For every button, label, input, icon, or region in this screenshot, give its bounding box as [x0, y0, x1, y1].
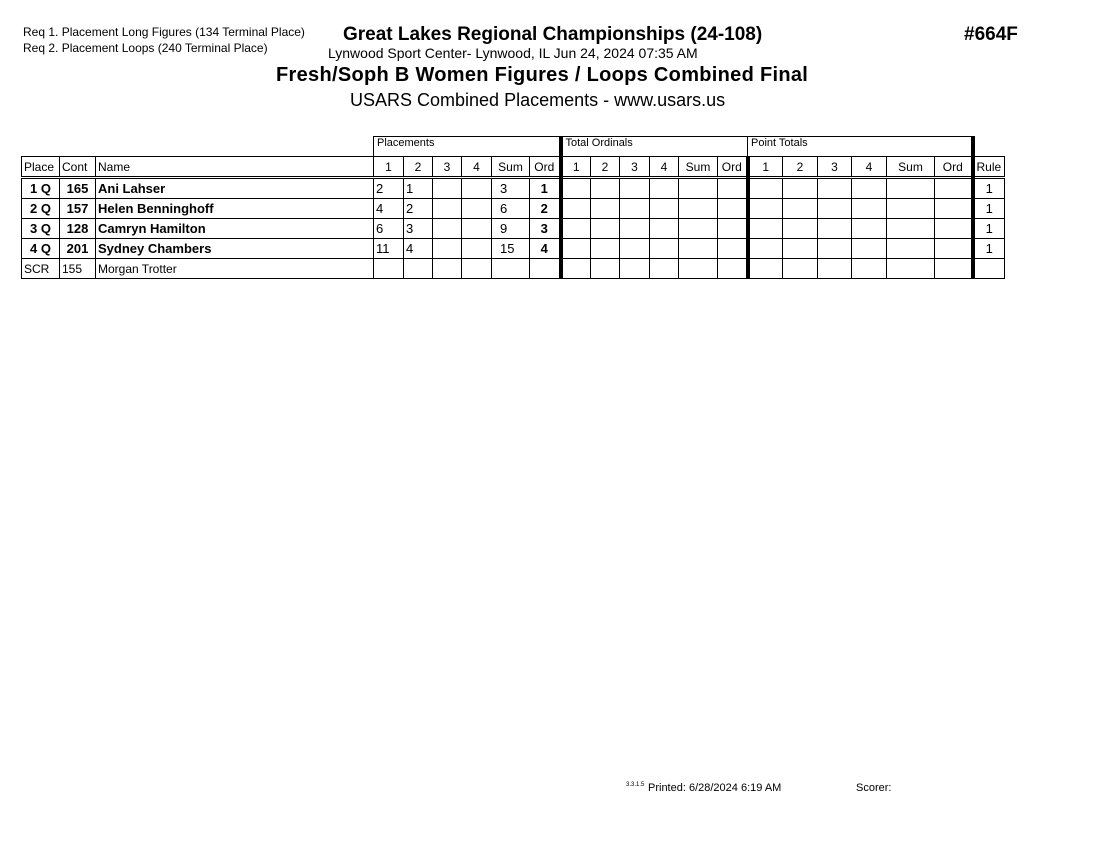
sum-cell: 15 [492, 239, 530, 259]
cont-cell: 128 [60, 219, 96, 239]
group-header-row [22, 137, 1005, 157]
col-to3: 3 [620, 157, 650, 178]
venue-datetime: Lynwood Sport Center- Lynwood, IL Jun 24, 2024 07:35 AM [328, 45, 698, 61]
p3-cell [433, 239, 462, 259]
col-to4: 4 [650, 157, 679, 178]
event-subtitle: USARS Combined Placements - www.usars.us [350, 90, 726, 110]
p4-cell [462, 239, 492, 259]
p1-cell: 11 [374, 239, 404, 259]
ord-cell: 1 [530, 178, 561, 199]
col-p-sum: Sum [492, 157, 530, 178]
col-place: Place [22, 157, 60, 178]
col-pt-sum: Sum [887, 157, 935, 178]
p2-cell: 3 [404, 219, 433, 239]
p4-cell [462, 219, 492, 239]
table-row [22, 239, 1005, 259]
cont-cell: 165 [60, 178, 96, 199]
p1-cell: 4 [374, 199, 404, 219]
place-cell: 3 Q [22, 219, 60, 239]
table-row [22, 219, 1005, 239]
name-cell: Morgan Trotter [96, 259, 374, 279]
p2-cell: 1 [404, 178, 433, 199]
name-cell: Helen Benninghoff [96, 199, 374, 219]
name-cell: Ani Lahser [96, 178, 374, 199]
p2-cell: 2 [404, 199, 433, 219]
rule-cell: 1 [973, 199, 1005, 219]
results-table [21, 136, 1005, 279]
col-pt3: 3 [818, 157, 852, 178]
ord-cell: 3 [530, 219, 561, 239]
col-p3: 3 [433, 157, 462, 178]
p4-cell [462, 178, 492, 199]
rule-cell: 1 [973, 219, 1005, 239]
place-cell: 4 Q [22, 239, 60, 259]
col-p1: 1 [374, 157, 404, 178]
cont-cell: 155 [60, 259, 96, 279]
place-cell: SCR [22, 259, 60, 279]
col-p4: 4 [462, 157, 492, 178]
col-to-sum: Sum [679, 157, 718, 178]
col-to2: 2 [591, 157, 620, 178]
p2-cell: 4 [404, 239, 433, 259]
competition-title: Great Lakes Regional Championships (24-108) [343, 24, 763, 45]
col-to-ord: Ord [718, 157, 748, 178]
cont-cell: 157 [60, 199, 96, 219]
col-cont: Cont [60, 157, 96, 178]
place-cell: 2 Q [22, 199, 60, 219]
p3-cell [433, 178, 462, 199]
p4-cell [462, 199, 492, 219]
col-p2: 2 [404, 157, 433, 178]
col-pt2: 2 [783, 157, 818, 178]
name-cell: Sydney Chambers [96, 239, 374, 259]
group-total-ordinals: Total Ordinals [561, 137, 748, 157]
table-row [22, 199, 1005, 219]
group-point-totals: Point Totals [748, 137, 973, 157]
col-p-ord: Ord [530, 157, 561, 178]
cont-cell: 201 [60, 239, 96, 259]
version-label: 3.3.1.5 [626, 782, 645, 788]
p3-cell [433, 199, 462, 219]
name-cell: Camryn Hamilton [96, 219, 374, 239]
scorer-label: Scorer: [856, 782, 892, 794]
table-row [22, 178, 1005, 199]
ord-cell: 2 [530, 199, 561, 219]
col-rule: Rule [973, 157, 1005, 178]
place-cell: 1 Q [22, 178, 60, 199]
p3-cell [433, 219, 462, 239]
col-name: Name [96, 157, 374, 178]
table-row [22, 259, 1005, 279]
requirement-1: Req 1. Placement Long Figures (134 Terminal Place) [23, 25, 305, 39]
sum-cell: 6 [492, 199, 530, 219]
column-header-row [22, 157, 1005, 178]
ord-cell: 4 [530, 239, 561, 259]
event-title: Fresh/Soph B Women Figures / Loops Combined Final [276, 64, 809, 86]
event-number: #664F [964, 24, 1018, 45]
p1-cell: 6 [374, 219, 404, 239]
sum-cell: 3 [492, 178, 530, 199]
rule-cell: 1 [973, 178, 1005, 199]
p1-cell: 2 [374, 178, 404, 199]
requirement-2: Req 2. Placement Loops (240 Terminal Place) [23, 41, 268, 55]
printed-timestamp: Printed: 6/28/2024 6:19 AM [648, 782, 782, 794]
group-placements: Placements [374, 137, 561, 157]
col-pt4: 4 [852, 157, 887, 178]
col-to1: 1 [561, 157, 591, 178]
col-pt-ord: Ord [935, 157, 973, 178]
rule-cell: 1 [973, 239, 1005, 259]
sum-cell: 9 [492, 219, 530, 239]
col-pt1: 1 [748, 157, 783, 178]
